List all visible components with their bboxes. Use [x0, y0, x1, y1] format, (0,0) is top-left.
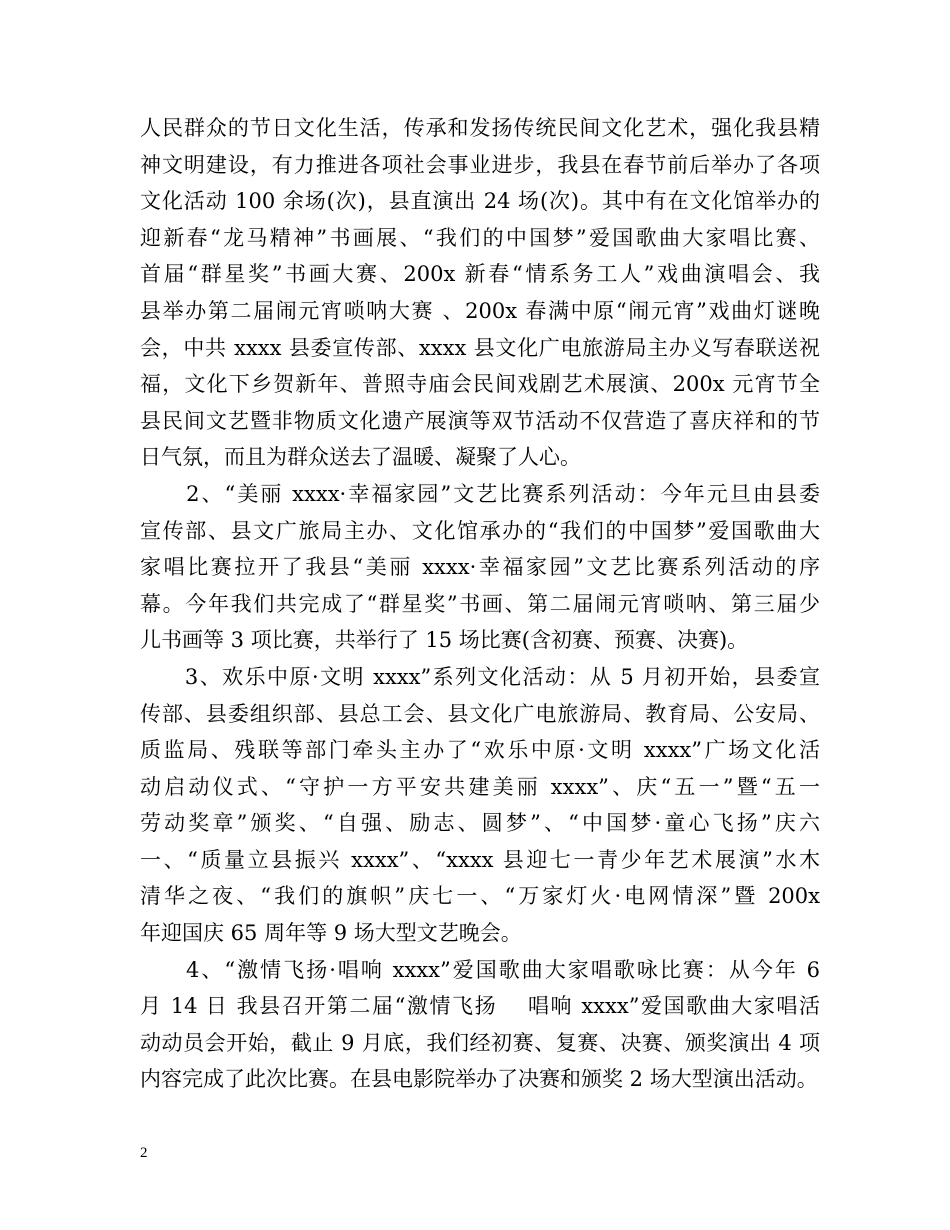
- text-line: 神文明建设，有力推进各项社会事业进步，我县在春节前后举办了各项: [140, 152, 820, 177]
- text-line: 一、“质量立县振兴 xxxx”、“xxxx 县迎七一青少年艺术展演”水木: [140, 847, 820, 872]
- paragraph-4: [140, 952, 820, 1098]
- paragraph-2: [140, 476, 820, 659]
- text-line: 动启动仪式、“守护一方平安共建美丽 xxxx”、庆“五一”暨“五一: [140, 774, 820, 799]
- paragraph-1: [140, 110, 820, 476]
- text-line: 2、“美丽 xxxx·幸福家园”文艺比赛系列活动：今年元旦由县委: [140, 481, 820, 506]
- text-line: 首届“群星奖”书画大赛、200x 新春“情系务工人”戏曲演唱会、我: [140, 262, 820, 287]
- paragraph-3: [140, 659, 820, 952]
- text-line: 儿书画等 3 项比赛，共举行了 15 场比赛(含初赛、预赛、决赛)。: [140, 628, 749, 653]
- text-line: 迎新春“龙马精神”书画展、“我们的中国梦”爱国歌曲大家唱比赛、: [140, 225, 820, 250]
- text-line: 家唱比赛拉开了我县“美丽 xxxx·幸福家园”文艺比赛系列活动的序: [140, 555, 820, 580]
- text-line: 质监局、残联等部门牵头主办了“欢乐中原·文明 xxxx”广场文化活: [140, 738, 820, 763]
- text-line: 动动员会开始，截止 9 月底，我们经初赛、复赛、决赛、颁奖演出 4 项: [140, 1030, 820, 1055]
- text-line: 4、“激情飞扬·唱响 xxxx”爱国歌曲大家唱歌咏比赛：从今年 6: [140, 957, 820, 982]
- text-line: 县民间文艺暨非物质文化遗产展演等双节活动不仅营造了喜庆祥和的节: [140, 408, 820, 433]
- text-line: 传部、县委组织部、县总工会、县文化广电旅游局、教育局、公安局、: [140, 701, 820, 726]
- text-line: 日气氛，而且为群众送去了温暖、凝聚了人心。: [140, 445, 581, 470]
- text-line: 文化活动 100 余场(次)，县直演出 24 场(次)。其中有在文化馆举办的: [140, 189, 820, 214]
- text-line: 福，文化下乡贺新年、普照寺庙会民间戏剧艺术展演、200x 元宵节全: [140, 372, 820, 397]
- page-number: 2: [140, 1145, 148, 1161]
- text-line: 内容完成了此次比赛。在县电影院举办了决赛和颁奖 2 场大型演出活动。: [140, 1067, 818, 1092]
- text-line: 3、欢乐中原·文明 xxxx”系列文化活动：从 5 月初开始，县委宣: [140, 664, 820, 689]
- text-line: 县举办第二届闹元宵唢呐大赛 、200x 春满中原“闹元宵”戏曲灯谜晚: [140, 298, 820, 323]
- text-line: 年迎国庆 65 周年等 9 场大型文艺晚会。: [140, 921, 522, 946]
- text-line: 宣传部、县文广旅局主办、文化馆承办的“我们的中国梦”爱国歌曲大: [140, 518, 820, 543]
- text-line: 会，中共 xxxx 县委宣传部、xxxx 县文化广电旅游局主办义写春联送祝: [140, 335, 820, 360]
- text-line: 人民群众的节日文化生活，传承和发扬传统民间文化艺术，强化我县精: [140, 116, 820, 140]
- text-line: 劳动奖章”颁奖、“自强、励志、圆梦”、“中国梦·童心飞扬”庆六: [140, 811, 820, 836]
- text-line: 清华之夜、“我们的旗帜”庆七一、“万家灯火·电网情深”暨 200x: [140, 884, 820, 909]
- body-text: [140, 110, 820, 1098]
- text-line: 月 14 日 我县召开第二届“激情飞扬 唱响 xxxx”爱国歌曲大家唱活: [140, 994, 820, 1019]
- text-line: 幕。今年我们共完成了“群星奖”书画、第二届闹元宵唢呐、第三届少: [140, 591, 820, 616]
